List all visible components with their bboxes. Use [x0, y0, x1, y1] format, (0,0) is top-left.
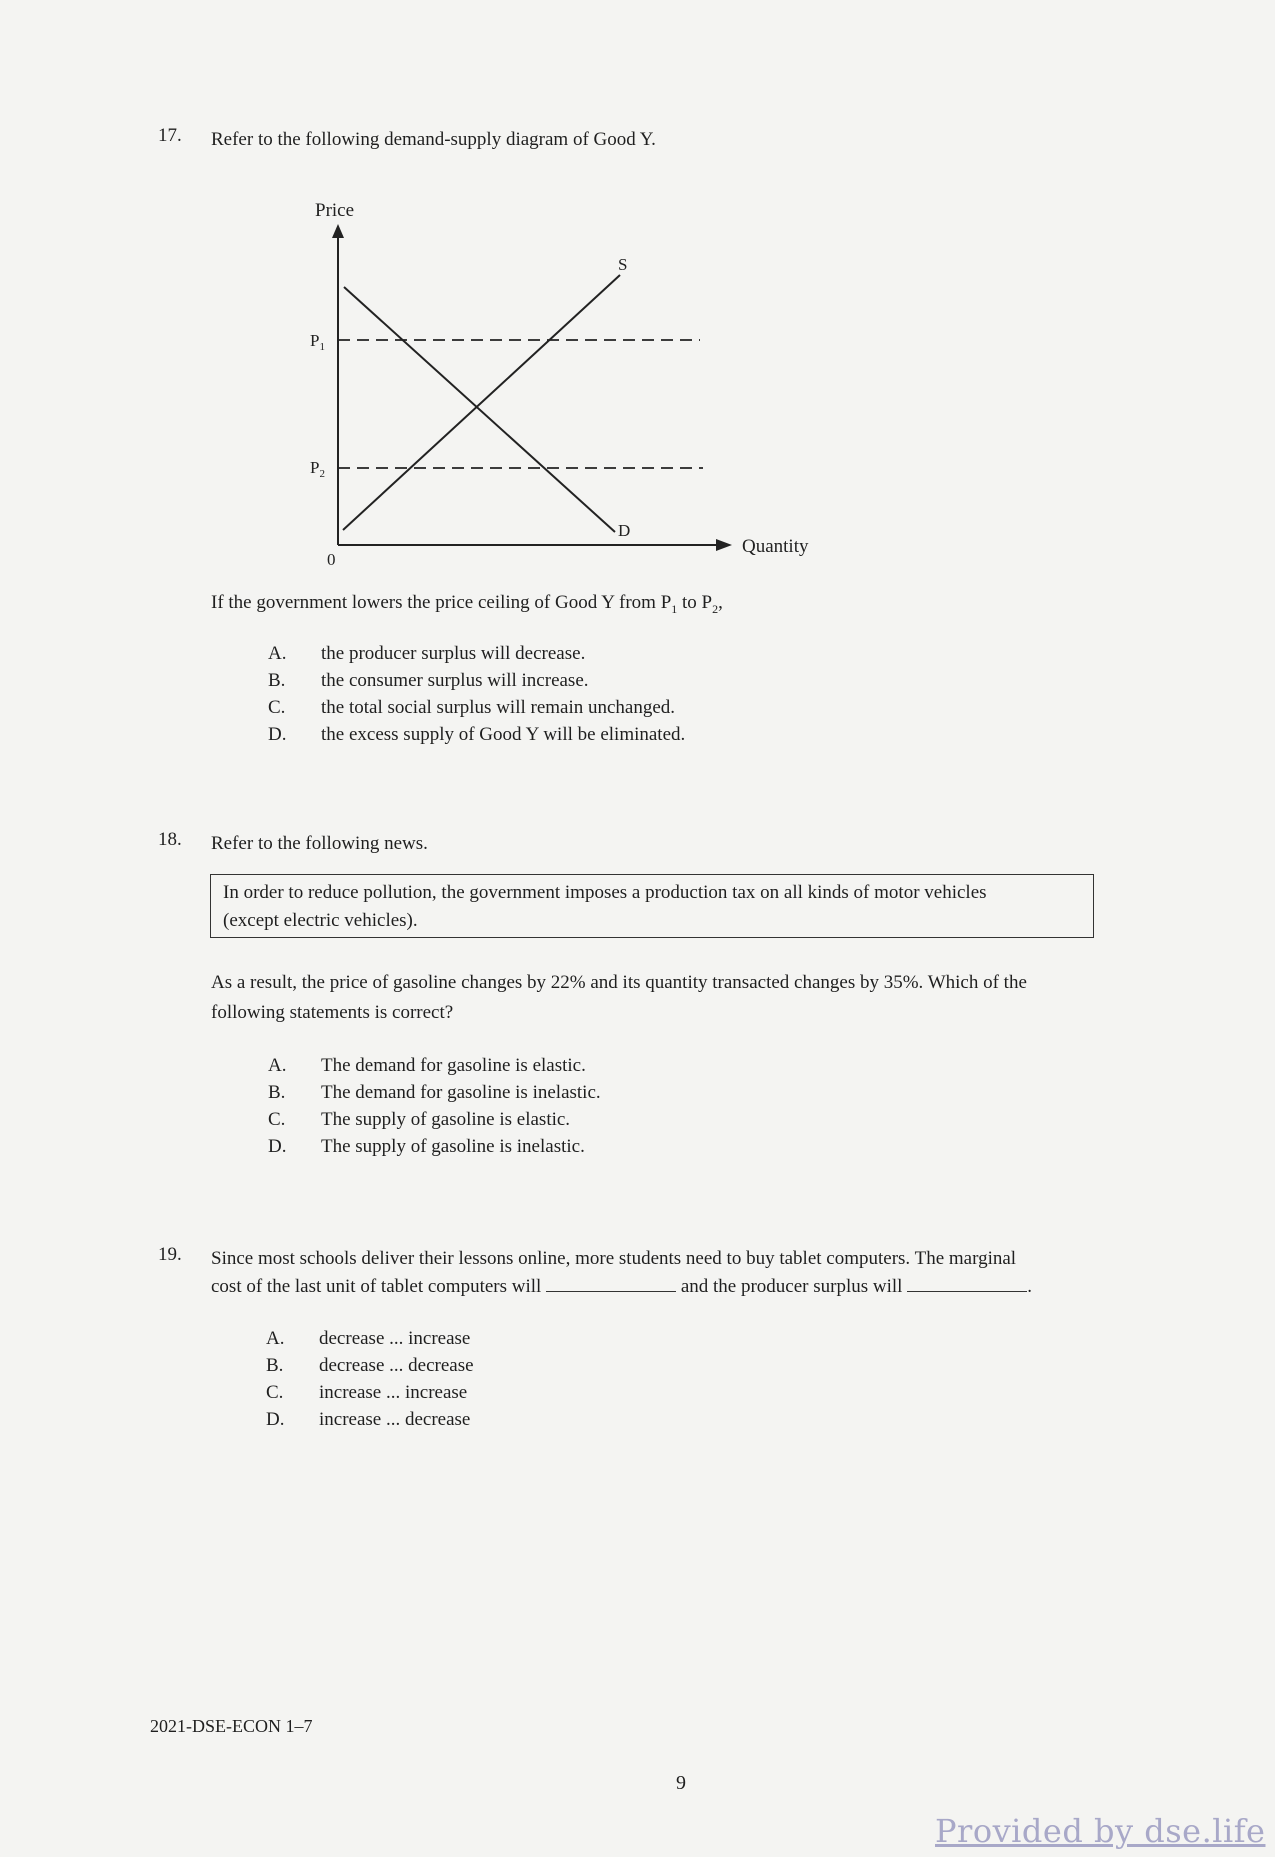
q18-news-box: [210, 874, 1094, 938]
watermark-link[interactable]: Provided by dse.life: [935, 1812, 1266, 1850]
q17-intro: Refer to the following demand-supply diagram of Good Y.: [211, 129, 656, 150]
q17-stem: If the government lowers the price ceiling of Good Y from $P_1$ to $P_2$,: [211, 592, 723, 616]
p2-label: $P_2$: [310, 458, 325, 480]
q18-stem-line-1: As a result, the price of gasoline changes by 22% and its quantity transacted changes by 35%. Which of the: [211, 972, 1027, 993]
q19-number: 19.: [158, 1244, 182, 1265]
q19-option-b[interactable]: B. decrease ... decrease: [266, 1355, 474, 1376]
supply-curve-label: S: [618, 255, 628, 274]
q19-stem-line-1: Since most schools deliver their lessons online, more students need to buy tablet computers. The marginal: [211, 1248, 1017, 1269]
q18-number: 18.: [158, 829, 182, 850]
p1-label: $P_1$: [310, 331, 325, 353]
supply-curve: [343, 275, 620, 530]
q18-option-b[interactable]: B. The demand for gasoline is inelastic.: [268, 1082, 601, 1103]
price-axis-arrow-icon: [332, 224, 344, 238]
q18-option-a[interactable]: A. The demand for gasoline is elastic.: [268, 1055, 586, 1076]
quantity-axis-arrow-icon: [716, 539, 732, 551]
q17-demand-supply-diagram: [300, 190, 840, 570]
q18-option-d[interactable]: D. The supply of gasoline is inelastic.: [268, 1136, 585, 1157]
news-line-2: (except electric vehicles).: [223, 910, 418, 931]
q18-stem-line-2: following statements is correct?: [211, 1002, 454, 1023]
exam-code: 2021-DSE-ECON 1–7: [150, 1716, 313, 1736]
q17-option-b[interactable]: B. the consumer surplus will increase.: [268, 670, 589, 691]
origin-label: 0: [327, 550, 336, 569]
q17-option-a[interactable]: A. the producer surplus will decrease.: [268, 643, 586, 664]
q19-option-c[interactable]: C. increase ... increase: [266, 1382, 468, 1403]
q19-stem-line-2: cost of the last unit of tablet computers will and the producer surplus will .: [211, 1272, 1032, 1302]
quantity-axis-label: Quantity: [742, 536, 809, 557]
demand-curve: [344, 287, 615, 532]
q19-option-d[interactable]: D. increase ... decrease: [266, 1409, 471, 1430]
answer-blank-1[interactable]: [546, 1273, 676, 1292]
news-line-1: In order to reduce pollution, the government imposes a production tax on all kinds of motor vehicles: [223, 882, 987, 903]
page-number: 9: [676, 1772, 686, 1794]
q17-option-c[interactable]: C. the total social surplus will remain unchanged.: [268, 697, 676, 718]
answer-blank-2[interactable]: [907, 1273, 1027, 1292]
price-axis-label: Price: [315, 200, 355, 221]
q18-intro: Refer to the following news.: [211, 833, 428, 854]
demand-curve-label: D: [618, 521, 631, 540]
q19-option-a[interactable]: A. decrease ... increase: [266, 1328, 471, 1349]
q18-option-c[interactable]: C. The supply of gasoline is elastic.: [268, 1109, 571, 1130]
q17-number: 17.: [158, 125, 182, 146]
q17-option-d[interactable]: D. the excess supply of Good Y will be eliminated.: [268, 724, 686, 745]
